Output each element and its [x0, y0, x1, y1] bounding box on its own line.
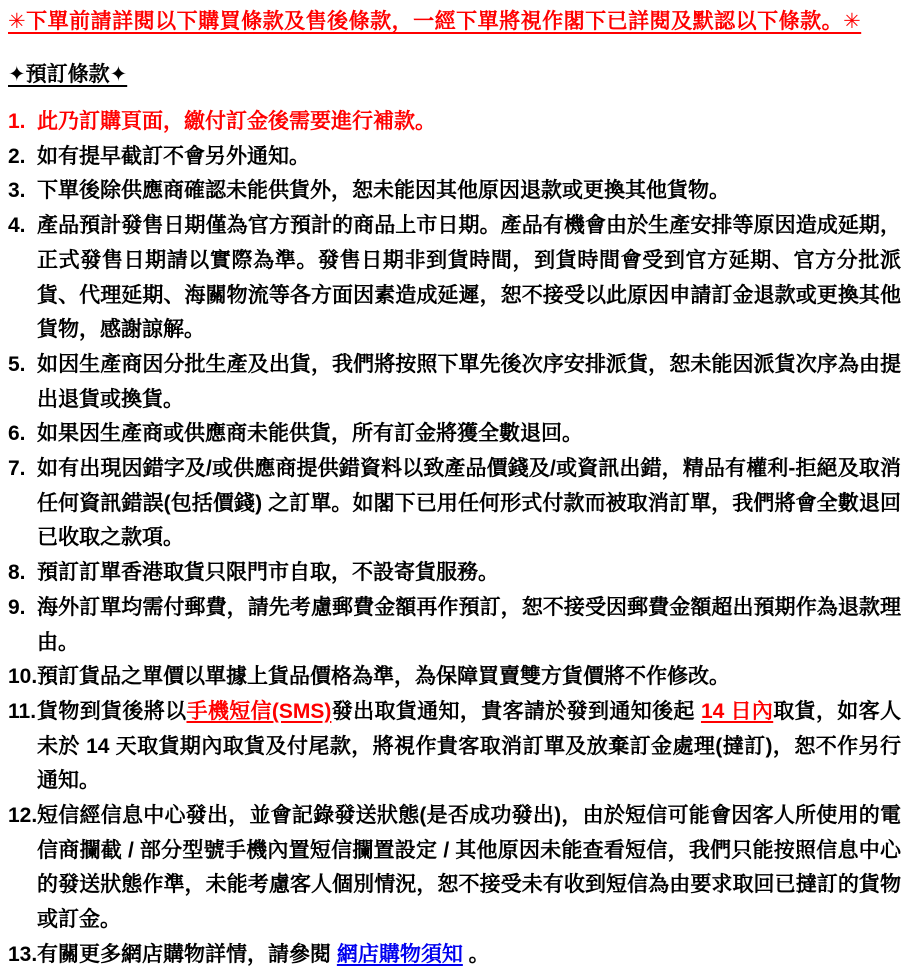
term-segment: 預訂貨品之單價以單據上貨品價格為準，為保障買賣雙方貨價將不作修改。	[37, 665, 730, 689]
term-text	[37, 145, 310, 168]
term-segment: 取貨，如客人未於 14 天取貨期內取貨及付尾款，將視作貴客取消訂單及放棄訂金處理(撻訂)，恕不作另行通知。	[37, 699, 902, 793]
term-number: 9.	[8, 595, 26, 619]
term-item	[8, 140, 901, 175]
term-text	[37, 214, 901, 341]
term-segment: 預訂訂單香港取貨只限門市自取，不設寄貨服務。	[37, 561, 499, 585]
term-segment: 如有提早截訂不會另外通知。	[37, 144, 310, 168]
term-text	[37, 700, 901, 792]
term-item	[8, 348, 901, 417]
term-text	[37, 457, 901, 549]
term-segment: 海外訂單均需付郵費，請先考慮郵費金額再作預訂，恕不接受因郵費金額超出預期作為退款理由。	[37, 595, 901, 654]
term-number: 8.	[8, 561, 26, 585]
term-item	[8, 591, 901, 660]
term-text	[37, 561, 499, 584]
shop-guide-link[interactable]: 網店購物須知	[336, 942, 463, 966]
highlighted-term-text: 手機短信(SMS)	[186, 699, 332, 723]
term-number: 12.	[8, 804, 38, 828]
term-number: 4.	[8, 214, 26, 238]
term-number: 10.	[8, 665, 38, 689]
term-item	[8, 417, 901, 452]
term-item	[8, 556, 901, 591]
term-segment: 短信經信息中心發出，並會記錄發送狀態(是否成功發出)，由於短信可能會因客人所使用的電信商攔截 / 部分型號手機內置短信攔置設定 / 其他原因未能查看短信，我們只能按照信息中心的發送狀態作準，未能考慮客人個別情況，恕不接受未有收到短信為由要求取回已撻訂的貨物或訂金。	[37, 804, 901, 932]
term-item	[8, 938, 901, 973]
term-item	[8, 660, 901, 695]
term-text	[37, 804, 901, 931]
term-segment: 如因生產商因分批生產及出貨，我們將按照下單先後次序安排派貨，恕未能因派貨次序為由提出退貨或換貨。	[37, 352, 901, 411]
term-text	[37, 353, 901, 411]
term-item	[8, 209, 901, 348]
purchase-notice-header: ✳下單前請詳閱以下購買條款及售後條款，一經下單將視作閣下已詳閱及默認以下條款。✳	[8, 10, 862, 33]
term-text	[37, 596, 901, 654]
term-item	[8, 452, 901, 556]
term-text	[37, 943, 490, 966]
term-text	[37, 422, 583, 445]
section-title-preorder-terms: ✦預訂條款✦	[8, 63, 128, 86]
term-number: 2.	[8, 144, 26, 168]
term-segment: 發出取貨通知，貴客請於發到通知後起	[331, 699, 701, 723]
term-number: 11.	[8, 699, 37, 723]
term-number: 6.	[8, 422, 26, 446]
term-item	[8, 695, 901, 799]
term-segment: 有關更多網店購物詳情，請參閱	[37, 942, 337, 966]
term-text	[37, 179, 730, 202]
term-number: 5.	[8, 352, 26, 376]
term-text	[37, 665, 730, 688]
term-item	[8, 174, 901, 209]
term-item	[8, 105, 901, 140]
term-item	[8, 799, 901, 938]
term-segment: 貨物到貨後將以	[37, 699, 187, 723]
term-number: 7.	[8, 457, 26, 481]
terms-list	[8, 105, 901, 973]
term-segment: 此乃訂購頁面，繳付訂金後需要進行補款。	[37, 110, 436, 133]
term-segment: 如有出現因錯字及/或供應商提供錯資料以致產品價錢及/或資訊出錯，精品有權利-拒絕及取消任何資訊錯誤(包括價錢) 之訂單。如閣下已用任何形式付款而被取消訂單，我們將會全數退回已收取之款項。	[37, 457, 901, 550]
term-segment: 下單後除供應商確認未能供貨外，恕未能因其他原因退款或更換其他貨物。	[37, 179, 730, 203]
term-number: 1.	[8, 110, 26, 133]
term-number: 13.	[8, 942, 38, 966]
term-segment: 。	[462, 942, 490, 966]
highlighted-term-text: 14 日內	[700, 699, 774, 723]
term-segment: 如果因生產商或供應商未能供貨，所有訂金將獲全數退回。	[37, 422, 583, 446]
term-segment: 產品預計發售日期僅為官方預計的商品上市日期。產品有機會由於生產安排等原因造成延期，正式發售日期請以實際為準。發售日期非到貨時間，到貨時間會受到官方延期、官方分批派貨、代理延期、海關物流等各方面因素造成延遲，恕不接受以此原因申請訂金退款或更換其他貨物，感謝諒解。	[37, 214, 901, 342]
term-text	[37, 110, 436, 133]
term-number: 3.	[8, 179, 26, 203]
